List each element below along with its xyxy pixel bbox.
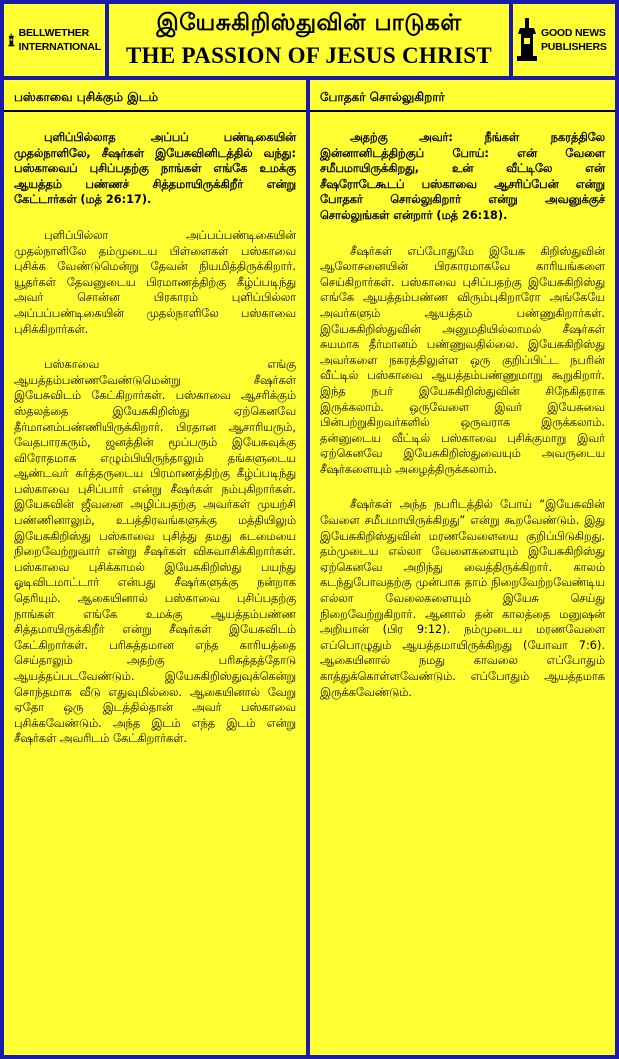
left-paragraph-1: புளிப்பில்லா அப்பப்பண்டிகையின் முதல்நாளிலே தம்முடைய பிள்ளைகள் பஸ்காவை புசிக்க வேண்டுமென்று தேவன் நியமித்திருக்கிறார். யூதர்கள் தேவனுடைய பிரமாணத்திற்கு கீழ்ப்படிந்து அவர் சொன்ன பிரகாரம் புளிப்பில்லா அப்பப்பண்டிகையின் முதல்நாளிலே பஸ்காவை புசிக்கிறார்கள். [14,228,296,336]
right-logo-line-2: PUBLISHERS [541,41,607,53]
left-paragraph-2: பஸ்காவை எங்கு ஆயத்தம்பண்ணவேண்டுமென்று சீஷர்கள் இயேசுவிடம் கேட்கிறார்கள். பஸ்காவை ஆசரிக்கும் ஸ்தலத்தை இயேசுகிறிஸ்து ஏற்கெனவே தீர்மானம்பண்ணியிருக்கிறார். பிரதான ஆசாரியரும், வேதபாரகரும், ஜனத்தின் மூப்பரும் இயேசுவுக்கு விரோதமாக எழும்பியிருந்தாலும் தங்களுடைய ஆண்டவர் கர்த்தருடைய பிரமாணத்திற்கு கீழ்ப்படிந்து பஸ்காவை புசிப்பார் என்று சீஷர்கள் நம்புகிறார்கள். இயேசுவின் ஜீவனை அழிப்பதற்கு அவர்கள் முயற்சி பண்ணினாலும், உபத்திரவங்களுக்கு மத்தியிலும் இயேசுகிறிஸ்து பஸ்காவை புசித்து தமது கடமையை நிறைவேற்றுவார் என்று சீஷர்கள் விசுவாசிக்கிறார்கள். பஸ்காவை புசிக்காமல் இயேசுகிறிஸ்து பயந்து ஓடிவிடமாட்டார் என்பது சீஷர்களுக்கு நன்றாக தெரியும். ஆகையினால் பஸ்காவை புசிப்பதற்கு நாங்கள் எங்கே உமக்கு ஆயத்தம்பண்ண சித்தமாயிருக்கிறீர் என்று சீஷர்கள் இயேசுவிடம் கேட்கிறார்கள். பரிசுத்தமான எந்த காரியத்தை செய்தாலும் அதற்கு பரிசுத்தத்தோடு ஆயத்தப்படவேண்டும். இயேசுகிறிஸ்துவுக்கென்று சொந்தமாக வீடு எதுவுமில்லை. ஆகையினால் வேறு ஏதோ ஒரு இடத்தில்தான் அவர் பஸ்காவை புசிக்கவேண்டும். அந்த இடம் எந்த இடம் என்று சீஷர்கள் அவரிடம் கேட்கிறார்கள். [14,358,296,746]
right-paragraph-2: சீஷர்கள் அந்த நபரிடத்தில் போய் “இயேசுவின் வேளை சமீபமாயிருக்கிறது” என்று கூறவேண்டும். இது இயேசுகிறிஸ்துவின் மரணவேளையை குறிப்பிடுகிறது. தம்முடைய எல்லா வேளைகளையும் இயேசுகிறிஸ்து ஏற்கெனவே அறிந்து வைத்திருக்கிறார். காலம் கடந்துபோவதற்கு முன்பாக தாம் நிறைவேற்றவேண்டிய எல்லா வேலைகளையும் இயேசு செய்து நிறைவேற்றுகிறார். ஆனால் தன் காலத்தை மனுஷன் அறியான் (பிர 9:12). நம்முடைய மரணவேளை எப்பொழுதும் ஆயத்தமாயிருக்கிறது (யோவா 7:6). ஆகையினால் நமது காவலை எப்போதும் காத்துக்கொள்ளவேண்டும். எப்போதும் ஆயத்தமாக இருக்கவேண்டும். [320,498,605,699]
right-paragraph-1: சீஷர்கள் எப்போதுமே இயேசு கிறிஸ்துவின் ஆலோசனையின் பிரகாரமாகவே காரியங்களை செய்கிறார்கள். பஸ்காவை புசிப்பதற்கு இயேசுகிறிஸ்து எங்கே ஆயத்தம்பண்ண விரும்புகிறாரோ அங்கேயே அவர்களும் ஆயத்தம் பண்ணுகிறார்கள். இயேசுகிறிஸ்துவின் அனுமதியில்லாமல் சீஷர்கள் சுயமாக தீர்மானம் பண்ணுவதில்லை. இயேசுகிறிஸ்து அவர்களை நகரத்திலுள்ள ஒரு குறிப்பிட்ட நபரின் வீட்டில் பஸ்காவை ஆயத்தம்பண்ணுமாறு கூறுகிறார். இந்த நபர் இயேசுகிறிஸ்துவின் சிநேகிதராக இருக்கலாம். ஒருவேளை இவர் இயேசுவை பின்பற்றுகிறவர்களில் ஒருவராக இருக்கலாம். தன்னுடைய வீட்டில் பஸ்காவை புசிக்குமாறு இவர் ஏற்கெனவே இயேசுகிறிஸ்துவையும் அவருடைய சீஷர்களையும் அழைத்திருக்கலாம். [320,244,605,476]
title-tamil: இயேசுகிறிஸ்துவின் பாடுகள் [156,10,462,36]
right-column-heading: போதகர் சொல்லுகிறார் [310,90,615,112]
left-logo-line-2: INTERNATIONAL [18,41,101,53]
right-logo-line-1: GOOD NEWS [541,27,606,39]
left-column-heading: பஸ்காவை புசிக்கும் இடம் [4,90,306,112]
right-verse: அதற்கு அவர்: நீங்கள் நகரத்திலே இன்னானிடத்திற்குப் போய்: என் வேளை சமீபமாயிருக்கிறது, உன் வீட்டிலே என் சீஷரோடேகூடப் பஸ்காவை ஆசரிப்பேன் என்று போதகர் சொல்லுகிறார் என்று அவனுக்குச் சொல்லுங்கள் என்றார் (மத் 26:18). [320,131,605,222]
left-verse: புளிப்பில்லாத அப்பப் பண்டிகையின் முதல்நாளிலே, சீஷர்கள் இயேசுவினிடத்தில் வந்து: பஸ்காவைப் புசிப்பதற்கு நாங்கள் எங்கே உமக்கு ஆயத்தம் பண்ணச் சித்தமாயிருக்கிறீர் என்று கேட்டார்கள் (மத் 26:17). [14,131,296,207]
bell-tower-icon [8,18,15,62]
tower-icon [517,18,537,62]
good-news-logo [513,4,615,76]
title-banner [109,4,509,76]
left-column [4,80,306,1055]
bellwether-logo [4,4,105,76]
left-logo-line-1: BELLWETHER [18,27,89,39]
right-column [310,80,615,1055]
title-english: THE PASSION OF JESUS CHRIST [126,43,492,68]
